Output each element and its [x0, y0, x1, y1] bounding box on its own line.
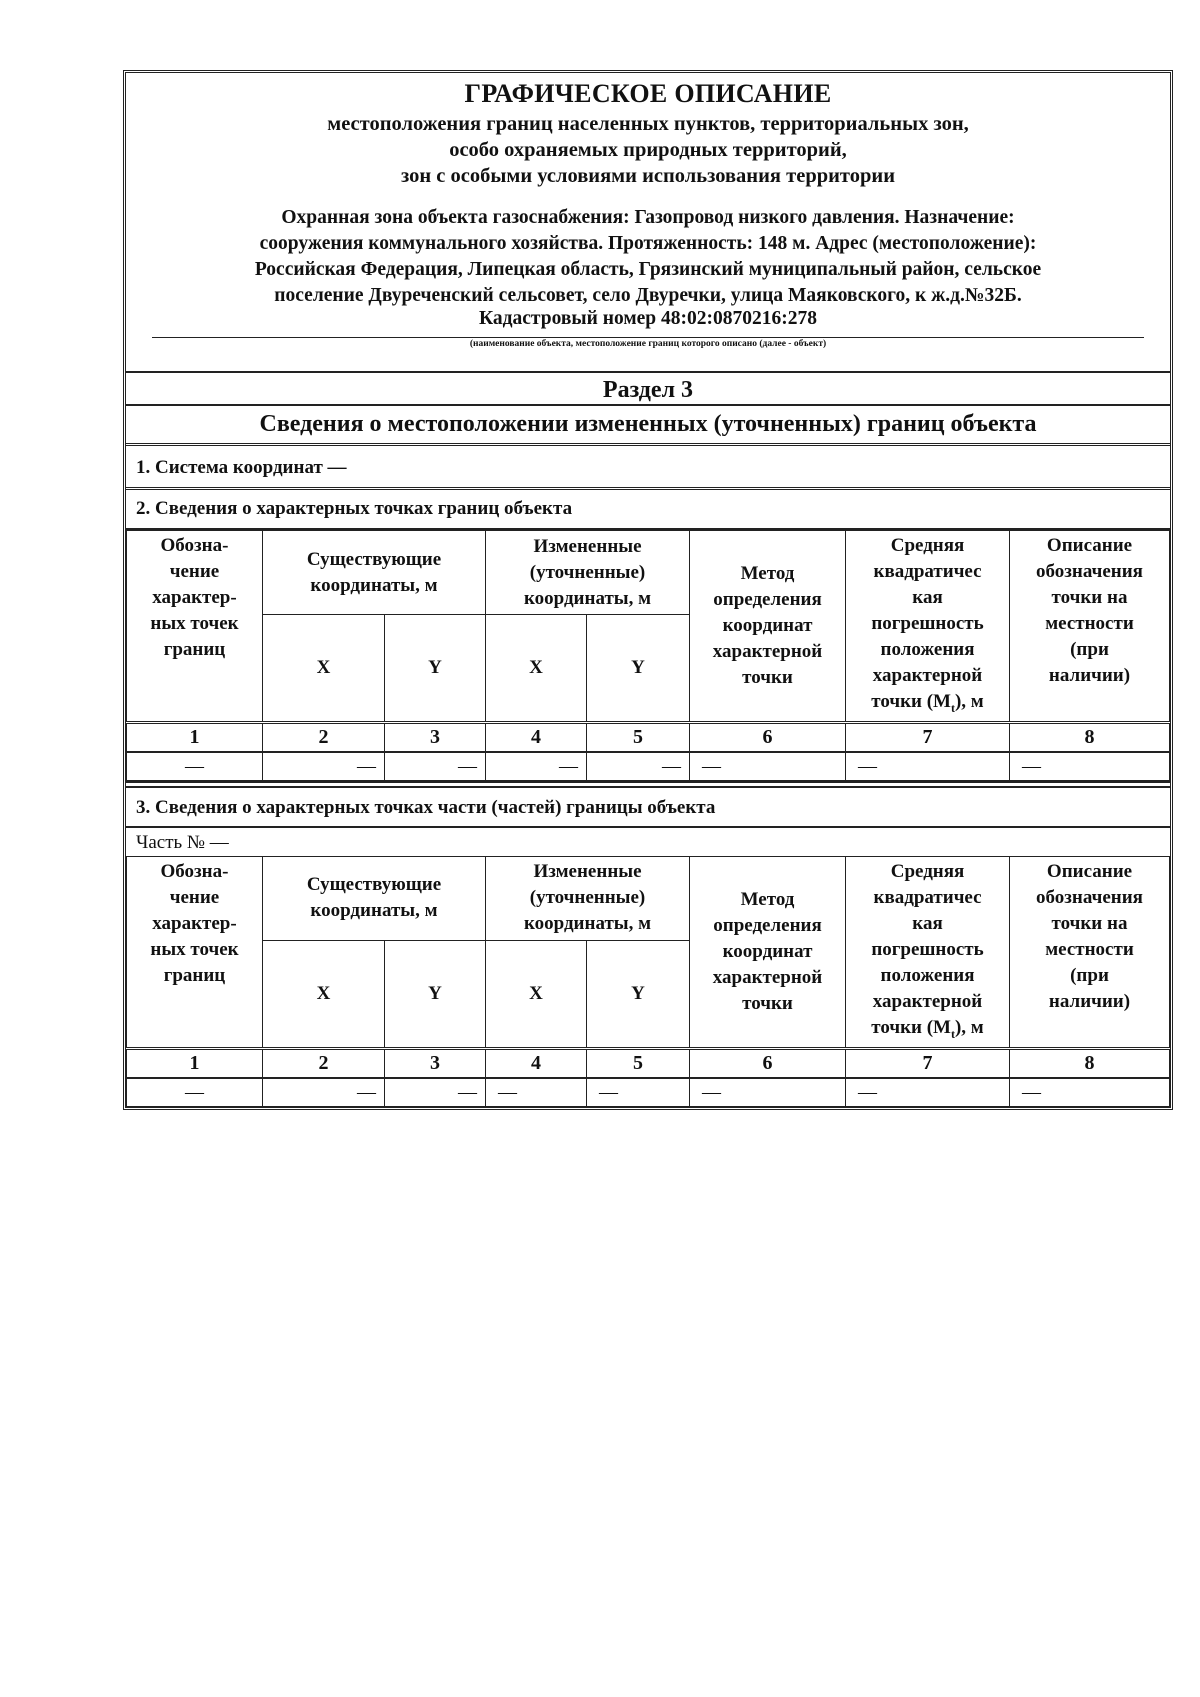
document-header — [126, 73, 1170, 373]
table-cell: — — [690, 752, 846, 781]
column-number: 7 — [846, 1048, 1010, 1078]
header-point-designation: Обозна- чение характер- ных точек границ — [127, 531, 263, 723]
table-cell: — — [690, 1078, 846, 1107]
table-cell: — — [1010, 1078, 1170, 1107]
part-points-table — [126, 856, 1170, 1107]
table-row — [127, 752, 1170, 781]
column-number: 5 — [587, 1048, 690, 1078]
table-cell: — — [127, 1078, 263, 1107]
object-name — [156, 205, 1140, 309]
points-title: 2. Сведения о характерных точках границ объекта — [126, 490, 1170, 530]
column-number: 2 — [263, 1048, 385, 1078]
object-caption: (наименование объекта, местоположение границ которого описано (далее - объект) — [469, 339, 827, 349]
table-cell: — — [263, 1078, 385, 1107]
column-number: 8 — [1010, 722, 1170, 752]
header-y: Y — [385, 941, 486, 1049]
column-number: 6 — [690, 722, 846, 752]
header-point-description: Описание обозначения точки на местности (при наличии) — [1010, 531, 1170, 723]
table-cell: — — [587, 1078, 690, 1107]
column-number: 4 — [486, 722, 587, 752]
table-cell: — — [846, 1078, 1010, 1107]
table-cell: — — [127, 752, 263, 781]
table-cell: — — [1010, 752, 1170, 781]
header-mean-square-error: Средняя квадратичес кая погрешность положения характерной точки $(M_t)$, м — [846, 856, 1010, 1048]
column-numbers-row — [127, 722, 1170, 752]
header-point-description: Описание обозначения точки на местности (при наличии) — [1010, 856, 1170, 1048]
table-cell: — — [385, 1078, 486, 1107]
subtitle-line: особо охраняемых природных территорий, — [449, 139, 847, 161]
column-number: 6 — [690, 1048, 846, 1078]
header-existing-coords: Существующие координаты, м — [263, 856, 486, 940]
column-number: 3 — [385, 722, 486, 752]
header-y: Y — [385, 615, 486, 723]
table-cell: — — [385, 752, 486, 781]
header-method: Метод определения координат характерной точки — [690, 856, 846, 1048]
column-number: 2 — [263, 722, 385, 752]
header-existing-coords: Существующие координаты, м — [263, 531, 486, 615]
document-sheet — [123, 70, 1173, 1110]
header-x: X — [486, 615, 587, 723]
points-table — [126, 530, 1170, 781]
table-row — [127, 1078, 1170, 1107]
section-label: Раздел 3 — [126, 373, 1170, 406]
header-point-designation: Обозна- чение характер- ных точек границ — [127, 856, 263, 1048]
document-title: ГРАФИЧЕСКОЕ ОПИСАНИЕ — [464, 79, 832, 108]
section-title: Сведения о местоположении измененных (уточненных) границ объекта — [126, 406, 1170, 446]
part-points-title: 3. Сведения о характерных точках части (частей) границы объекта — [126, 788, 1170, 828]
column-number: 8 — [1010, 1048, 1170, 1078]
table-cell: — — [486, 752, 587, 781]
section-divider — [126, 781, 1170, 788]
header-method: Метод определения координат характерной точки — [690, 531, 846, 723]
header-x: X — [486, 941, 587, 1049]
subtitle-line: местоположения границ населенных пунктов, территориальных зон, — [327, 113, 969, 135]
header-y: Y — [587, 615, 690, 723]
table-cell: — — [587, 752, 690, 781]
column-number: 4 — [486, 1048, 587, 1078]
header-changed-coords: Измененные (уточненные) координаты, м — [486, 856, 690, 940]
header-changed-coords: Измененные (уточненные) координаты, м — [486, 531, 690, 615]
header-x: X — [263, 615, 385, 723]
column-number: 7 — [846, 722, 1010, 752]
table-cell: — — [846, 752, 1010, 781]
column-number: 5 — [587, 722, 690, 752]
header-x: X — [263, 941, 385, 1049]
table-cell: — — [263, 752, 385, 781]
document-subtitle — [126, 111, 1170, 189]
subtitle-line: зон с особыми условиями использования территории — [400, 165, 896, 187]
underline-divider — [152, 337, 1144, 338]
header-y: Y — [587, 941, 690, 1049]
object-name-line: Российская Федерация, Липецкая область, Грязинский муниципальный район, сельское — [254, 259, 1042, 280]
table-cell: — — [486, 1078, 587, 1107]
part-number: Часть № — — [136, 831, 229, 853]
header-mean-square-error: Средняя квадратичес кая погрешность положения характерной точки $(M_t)$, м — [846, 531, 1010, 723]
object-name-line: сооружения коммунального хозяйства. Протяженность: 148 м. Адрес (местоположение): — [259, 233, 1037, 254]
column-number: 3 — [385, 1048, 486, 1078]
cadastral-number: Кадастровый номер 48:02:0870216:278 — [479, 308, 817, 329]
object-name-line: поселение Двуреченский сельсовет, село Двуречки, улица Маяковского, к ж.д.№32Б. — [274, 285, 1022, 306]
column-number: 1 — [127, 722, 263, 752]
coordinate-system: 1. Система координат — — [126, 446, 1170, 490]
object-name-line: Охранная зона объекта газоснабжения: Газопровод низкого давления. Назначение: — [281, 207, 1015, 228]
column-number: 1 — [127, 1048, 263, 1078]
column-numbers-row — [127, 1048, 1170, 1078]
